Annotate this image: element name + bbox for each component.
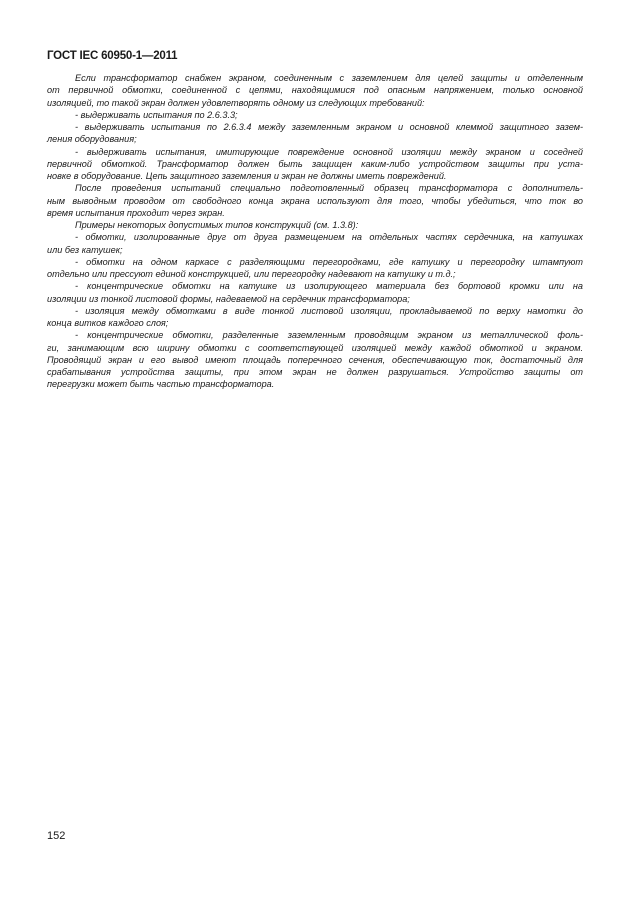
text-line: ления оборудования; bbox=[47, 134, 137, 145]
text-line: конца витков каждого слоя; bbox=[47, 318, 169, 328]
text-line: - обмотки, изолированные друг от друга размещением на отдельных частях сердечника, на катушках bbox=[75, 232, 583, 243]
document-body bbox=[47, 72, 583, 391]
text-line: от первичной обмотки, соединенной с цепями, находящимися под опасным напряжением, только основной bbox=[47, 85, 583, 96]
text-line: новке в оборудование. Цепь защитного заземления и экран не должны иметь повреждений. bbox=[47, 171, 447, 181]
text-line: или без катушек; bbox=[47, 244, 123, 255]
text-line: первичной обмоткой. Трансформатор должен быть защищен каким-либо устройством защиты при уста- bbox=[47, 158, 583, 169]
text-line: перегрузки может быть частью трансформатора. bbox=[47, 379, 275, 390]
text-line: - обмотки на одном каркасе с разделяющими перегородками, где катушку и перегородку штампуют bbox=[75, 256, 583, 267]
text-line: - выдерживать испытания по 2.6.3.3; bbox=[75, 109, 238, 120]
text-line: После проведения испытаний специально подготовленный образец трансформатора с дополнитель- bbox=[75, 183, 583, 194]
text-line: срабатывания устройства защиты, при этом экран не должен разрушаться. Устройство защиты от bbox=[47, 367, 583, 377]
text-line: ным выводным проводом от свободного конца экрана используют для того, чтобы убедиться, что ток во bbox=[47, 195, 583, 206]
text-line: Проводящий экран и его вывод имеют площадь поперечного сечения, обеспечивающую ток, достаточный для bbox=[47, 354, 583, 365]
text-line: отдельно или прессуют единой конструкцией, или перегородку надевают на катушку и т.д.; bbox=[47, 269, 456, 279]
text-line: изоляции из тонкой листовой формы, надеваемой на сердечник трансформатора; bbox=[47, 293, 410, 304]
text-line: - изоляция между обмотками в виде тонкой листовой изоляции, прокладываемой по верху намотки до bbox=[75, 305, 583, 316]
text-line: - выдерживать испытания по 2.6.3.4 между заземленным экраном и основной клеммой защитного зазем- bbox=[75, 122, 583, 132]
standard-header: ГОСТ IEC 60950-1—2011 bbox=[47, 50, 178, 62]
text-line: - концентрические обмотки на катушке из изолирующего материала без бортовой кромки или на bbox=[75, 281, 583, 292]
text-line: - концентрические обмотки, разделенные заземленным проводящим экраном из металлической фоль- bbox=[75, 330, 583, 341]
text-line: Примеры некоторых допустимых типов конструкций (см. 1.3.8): bbox=[75, 220, 359, 230]
page-number: 152 bbox=[47, 830, 66, 842]
text-line: изоляцией, то такой экран должен удовлетворять одному из следующих требований: bbox=[47, 97, 425, 108]
text-line: ги, занимающим всю ширину обмотки с соответствующей изоляцией между каждой обмоткой и экраном. bbox=[47, 342, 583, 353]
text-line: Если трансформатор снабжен экраном, соединенным с заземлением для целей защиты и отделенным bbox=[75, 73, 583, 83]
text-line: время испытания проходит через экран. bbox=[47, 207, 225, 218]
text-line: - выдерживать испытания, имитирующие повреждение основной изоляции между экраном и соседней bbox=[75, 146, 583, 157]
